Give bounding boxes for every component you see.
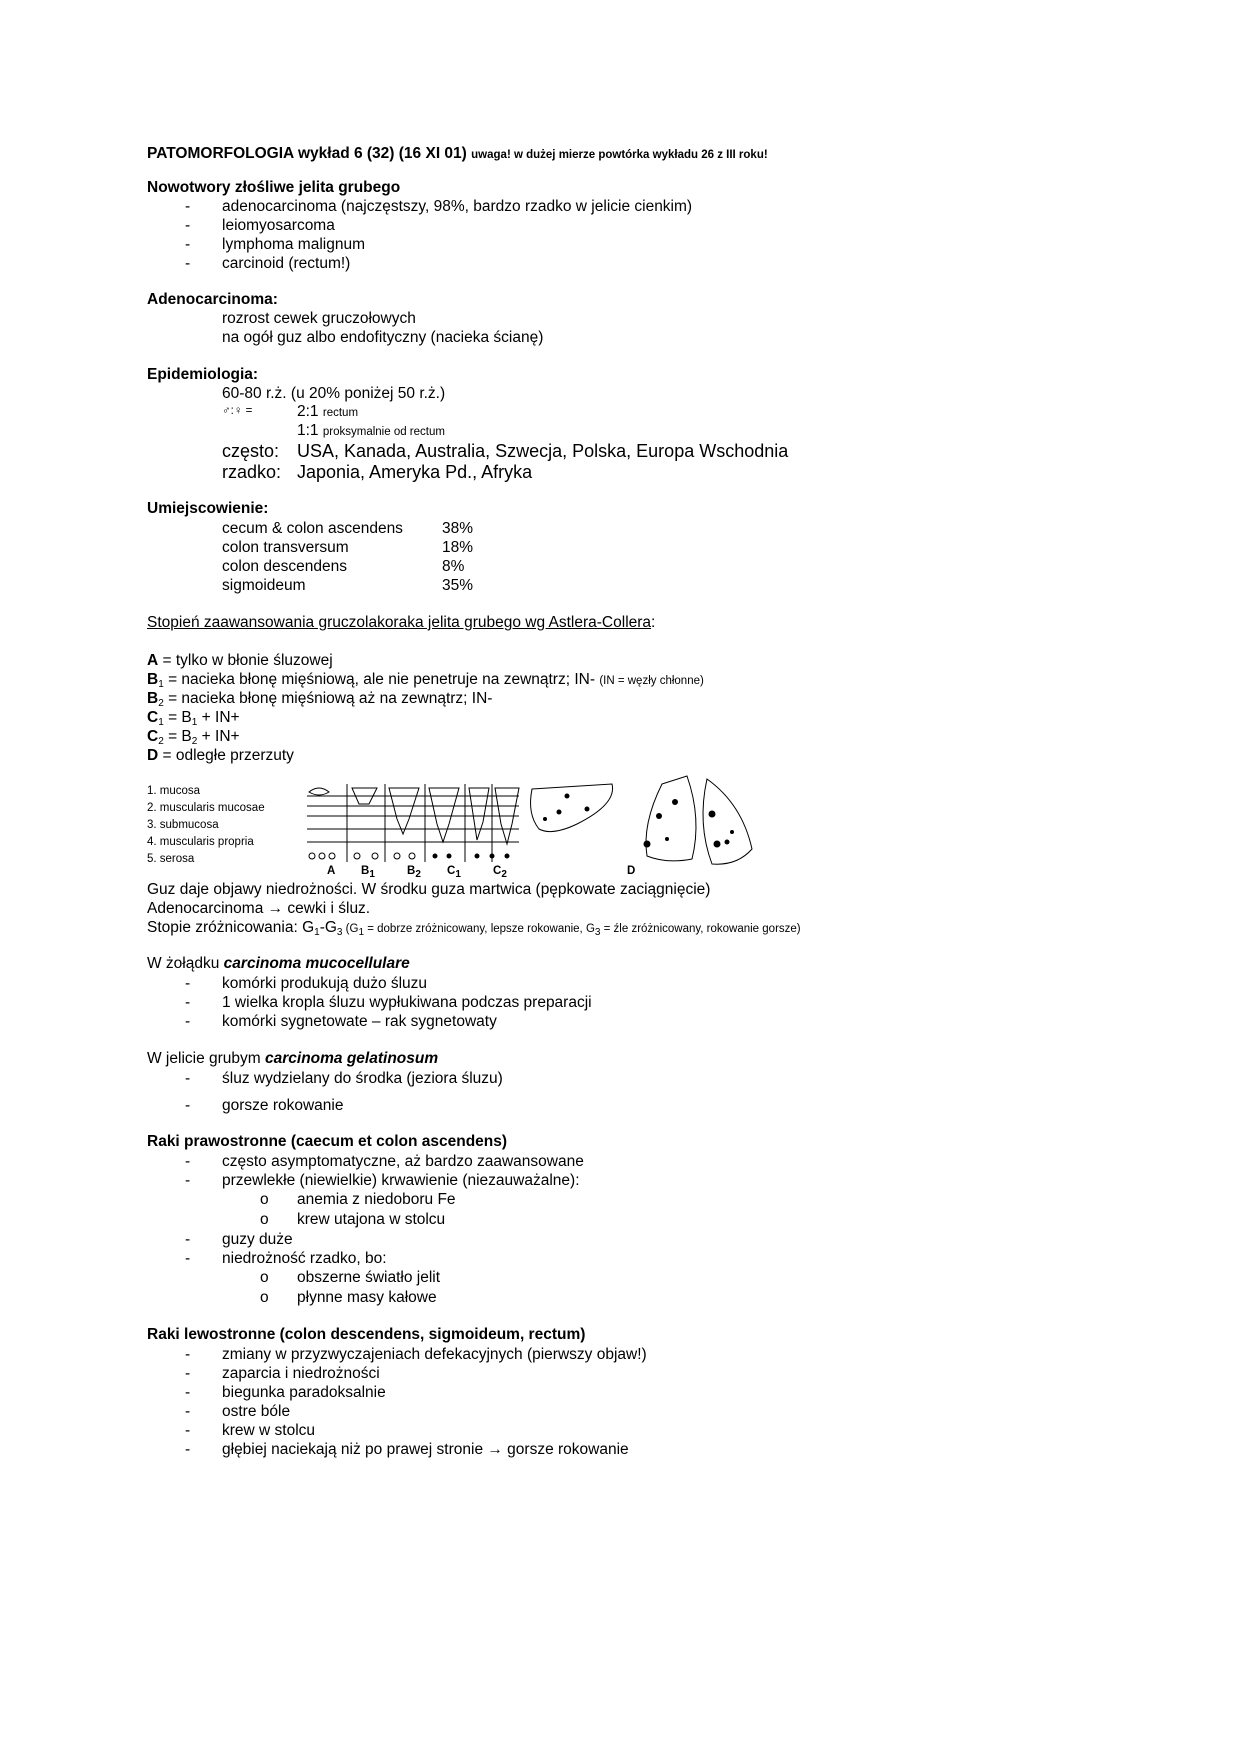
stage-label-C2: $C_2$ [493, 865, 507, 880]
stage-B2: $B_2$ = nacieka błonę mięśniową aż na zewnątrz; IN- [147, 690, 493, 709]
list-item: - głębiej naciekają niż po prawej stronie → gorsze rokowanie [185, 1441, 629, 1458]
epi-ratio-proximal: 1:1 proksymalnie od rectum [297, 422, 445, 439]
epi-often-value: USA, Kanada, Australia, Szwecja, Polska, Europa Wschodnia [297, 441, 789, 461]
obs-line: Adenocarcinoma → cewki i śluz. [147, 900, 371, 917]
section-heading-epi: Epidemiologia: [147, 366, 259, 383]
table-row: colon transversum 18% [222, 539, 474, 556]
list-item: - 1 wielka kropla śluzu wypłukiwana podczas preparacji [185, 994, 592, 1011]
table-row: sigmoideum 35% [222, 577, 474, 594]
adeno-line: rozrost cewek gruczołowych [222, 310, 416, 327]
colon-heading: W jelicie grubym carcinoma gelatinosum [147, 1050, 439, 1067]
section-heading-malignant: Nowotwory złośliwe jelita grubego [147, 179, 401, 196]
list-item: - krew w stolcu [185, 1422, 316, 1439]
list-item: - guzy duże [185, 1231, 293, 1248]
stage-label-A: A [327, 865, 336, 877]
section-heading-right: Raki prawostronne (caecum et colon ascendens) [147, 1133, 508, 1150]
section-heading-adeno: Adenocarcinoma: [147, 291, 278, 308]
staging-figure [147, 774, 847, 884]
section-heading-left: Raki lewostronne (colon descendens, sigmoideum, rectum) [147, 1326, 586, 1343]
epi-ratio-rectum: 2:1 rectum [297, 403, 359, 420]
sublist-item: o płynne masy kałowe [260, 1289, 437, 1306]
obs-grading: Stopie zróżnicowania: $G_1-G_3$ ($G_1$ = dobrze zróżnicowany, lepsze rokowanie, $G_3$ = źle zróżnicowany, rokowanie gorsze) [147, 919, 801, 938]
stomach-heading: W żołądku carcinoma mucocellulare [147, 955, 410, 972]
sublist-item: o anemia z niedoboru Fe [260, 1191, 456, 1208]
sublist-item: o obszerne światło jelit [260, 1269, 441, 1286]
epi-sex-label: ♂:♀ = [222, 405, 253, 417]
staging-heading: Stopień zaawansowania gruczolakoraka jelita grubego wg Astlera-Collera: [147, 614, 656, 631]
list-item: - ostre bóle [185, 1403, 291, 1420]
list-item: - śluz wydzielany do środka (jeziora śluzu) [185, 1070, 503, 1087]
list-item: - zaparcia i niedrożności [185, 1365, 380, 1382]
adeno-line: na ogół guz albo endofityczny (nacieka ścianę) [222, 329, 544, 346]
epi-often-label: często: [222, 441, 280, 461]
list-item: - komórki produkują dużo śluzu [185, 975, 428, 992]
layer-label: 1. mucosa [147, 785, 201, 797]
stage-label-B1: $B_1$ [361, 865, 375, 880]
layer-label: 5. serosa [147, 853, 195, 865]
epi-rare-value: Japonia, Ameryka Pd., Afryka [297, 462, 533, 482]
list-item: - komórki sygnetowate – rak sygnetowaty [185, 1013, 497, 1030]
layer-label: 4. muscularis propria [147, 836, 254, 848]
title-note: uwaga! w dużej mierze powtórka wykładu 26 z III roku! [471, 149, 768, 161]
list-item: - adenocarcinoma (najczęstszy, 98%, bardzo rzadko w jelicie cienkim) [185, 198, 693, 215]
layer-label: 2. muscularis mucosae [147, 802, 265, 814]
list-item: - przewlekłe (niewielkie) krwawienie (niezauważalne): [185, 1172, 580, 1189]
list-item: - zmiany w przyzwyczajeniach defekacyjnych (pierwszy objaw!) [185, 1346, 647, 1363]
list-item: - biegunka paradoksalnie [185, 1384, 386, 1401]
list-item: - lymphoma malignum [185, 236, 365, 253]
epi-age: 60-80 r.ż. (u 20% poniżej 50 r.ż.) [222, 385, 446, 402]
list-item: - niedrożność rzadko, bo: [185, 1250, 387, 1267]
obs-line: Guz daje objawy niedrożności. W środku guza martwica (pępkowate zaciągnięcie) [147, 881, 711, 898]
sublist-item: o krew utajona w stolcu [260, 1211, 446, 1228]
list-item: - gorsze rokowanie [185, 1097, 344, 1114]
stage-label-C1: $C_1$ [447, 865, 461, 880]
list-item: - często asymptomatyczne, aż bardzo zaawansowane [185, 1153, 584, 1170]
list-item: - carcinoid (rectum!) [185, 255, 351, 272]
stage-label-B2: $B_2$ [407, 865, 421, 880]
epi-rare-label: rzadko: [222, 462, 282, 482]
stage-C2: $C_2 = B_2 + IN+$ [147, 728, 240, 747]
stage-label-D: D [627, 865, 636, 877]
stage-A: A = tylko w błonie śluzowej [147, 652, 333, 669]
stage-D: D = odległe przerzuty [147, 747, 294, 764]
table-row: cecum & colon ascendens 38% [222, 520, 474, 537]
title-main: PATOMORFOLOGIA wykład 6 (32) (16 XI 01) [147, 145, 467, 162]
section-heading-location: Umiejscowienie: [147, 500, 269, 517]
lecture-title [147, 146, 768, 162]
stage-C1: $C_1 = B_1 + IN+$ [147, 709, 240, 728]
list-item: - leiomyosarcoma [185, 217, 335, 234]
table-row: colon descendens 8% [222, 558, 465, 575]
stage-B1: $B_1$ = nacieka błonę mięśniową, ale nie penetruje na zewnątrz; IN- (IN = węzły chłonne) [147, 671, 704, 690]
layer-label: 3. submucosa [147, 819, 219, 831]
